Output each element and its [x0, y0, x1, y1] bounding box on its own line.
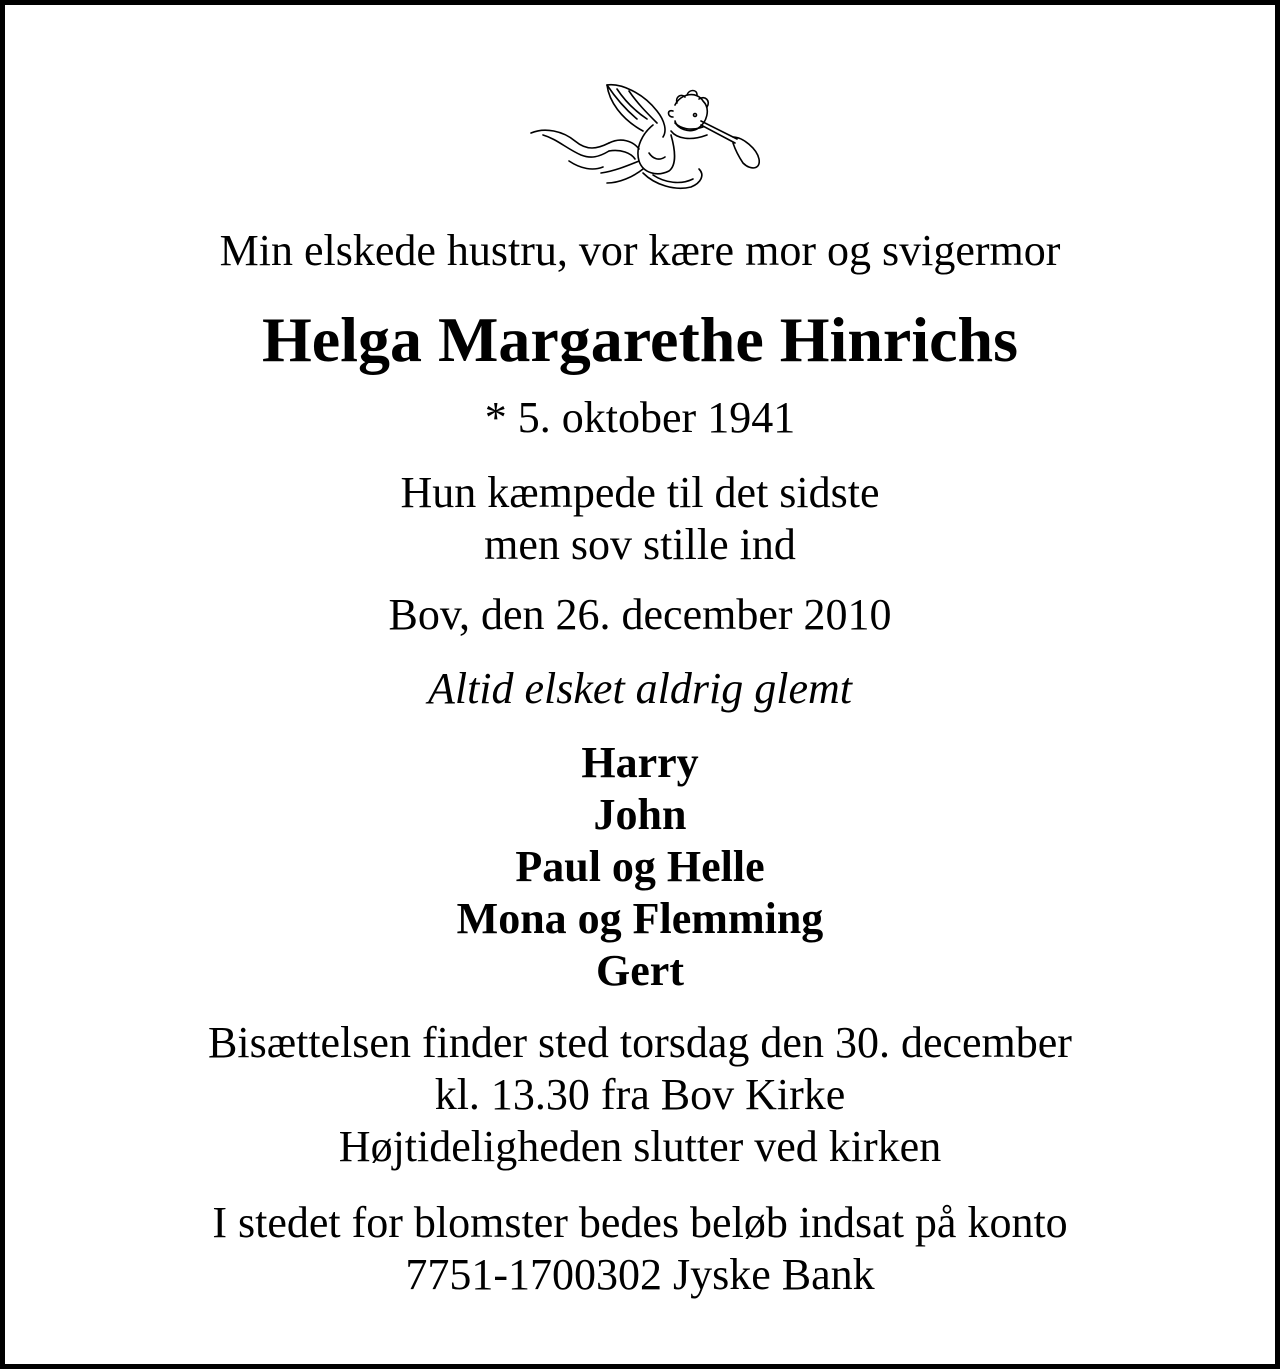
- verse-line-2: men sov stille ind: [484, 520, 796, 569]
- place-and-date: Bov, den 26. december 2010: [388, 590, 892, 639]
- donation-line-2: 7751-1700302 Jyske Bank: [405, 1250, 875, 1299]
- intro-text: Min elskede hustru, vor kære mor og svigermor: [219, 226, 1061, 275]
- birth-date: * 5. oktober 1941: [484, 393, 796, 442]
- funeral-line-3: Højtideligheden slutter ved kirken: [338, 1122, 942, 1171]
- funeral-line-1: Bisættelsen finder sted torsdag den 30. december: [208, 1018, 1072, 1067]
- donation-line-1: I stedet for blomster bedes beløb indsat på konto: [212, 1198, 1068, 1247]
- family-member: Gert: [596, 946, 684, 995]
- motto: Altid elsket aldrig glemt: [427, 664, 853, 713]
- angel-trumpet-icon: [525, 79, 765, 195]
- family-member: Paul og Helle: [515, 842, 765, 891]
- verse-line-1: Hun kæmpede til det sidste: [400, 468, 880, 517]
- deceased-name: Helga Margarethe Hinrichs: [262, 304, 1018, 375]
- funeral-line-2: kl. 13.30 fra Bov Kirke: [434, 1070, 846, 1119]
- family-member: Mona og Flemming: [456, 894, 824, 943]
- family-member: John: [593, 790, 687, 839]
- family-member: Harry: [581, 738, 699, 787]
